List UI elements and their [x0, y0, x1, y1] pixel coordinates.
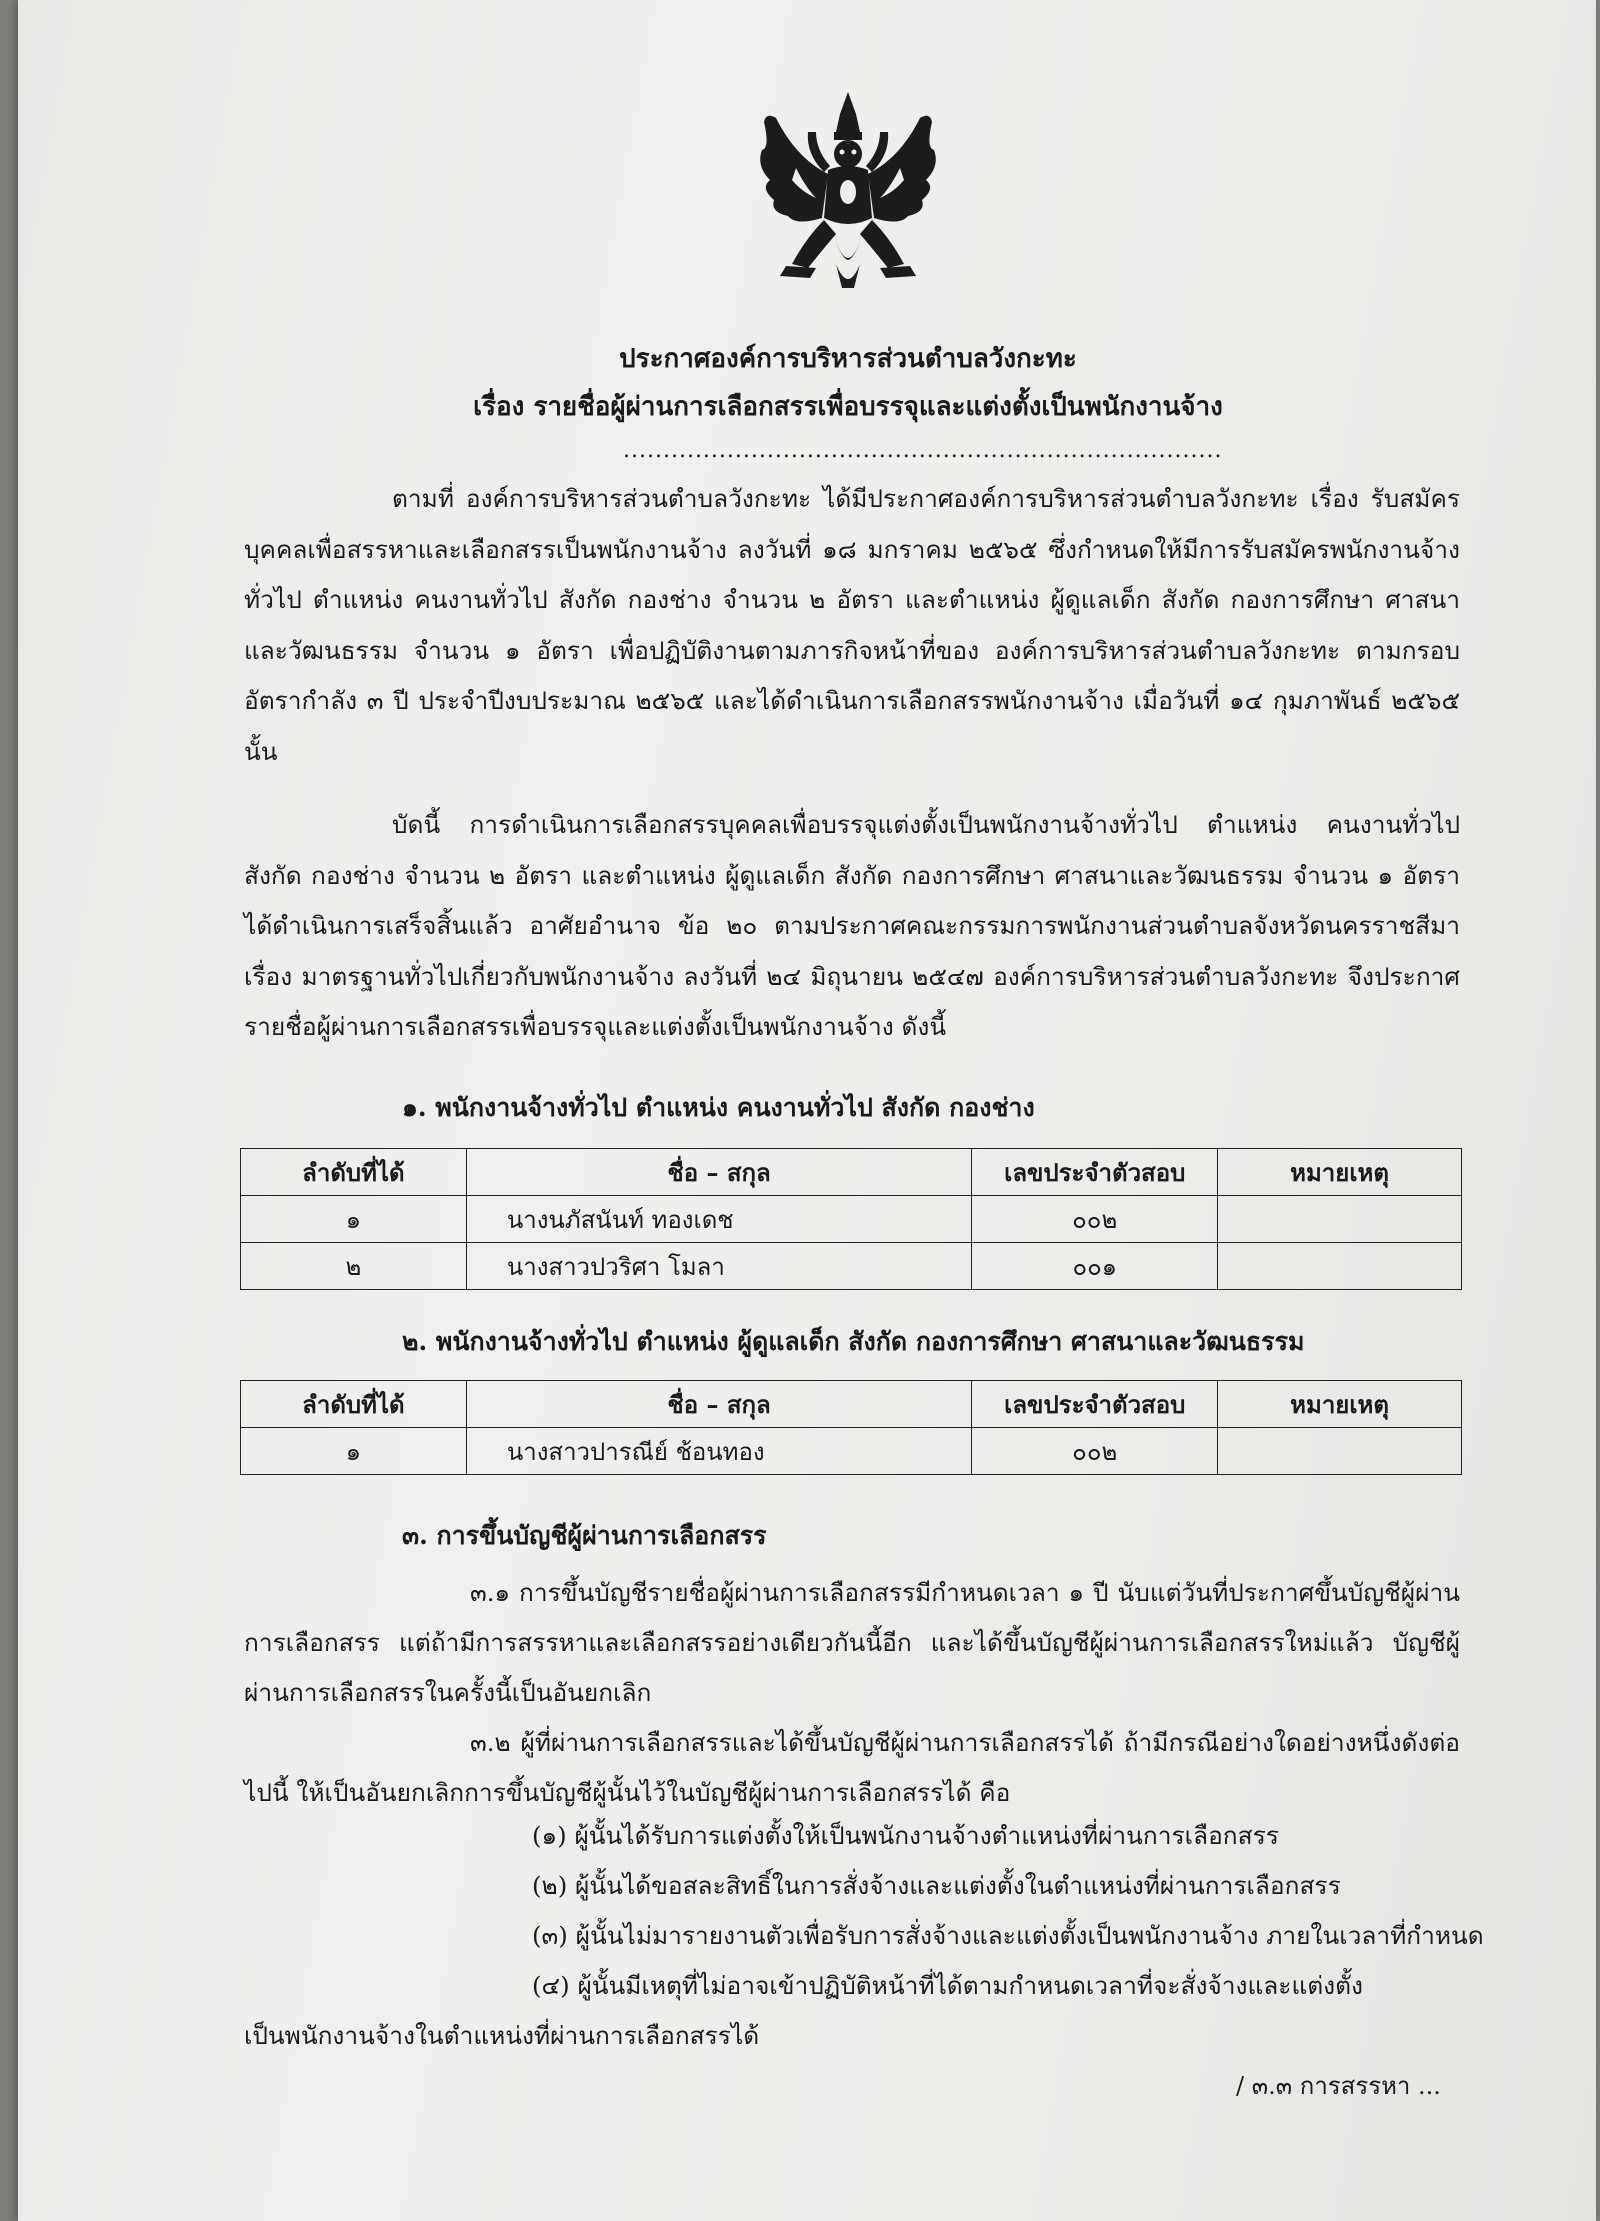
clause-3-1 [244, 1568, 1460, 1718]
note-cell [1218, 1428, 1462, 1475]
table-row [241, 1428, 1462, 1475]
column-header: ลำดับที่ได้ [241, 1149, 467, 1196]
document-page [18, 0, 1596, 2221]
list-item: (๓) ผู้นั้นไม่มารายงานตัวเพื่อรับการสั่งจ้างและแต่งตั้งเป็นพนักงานจ้าง ภายในเวลาที่กำหนด [532, 1921, 1484, 1950]
section2-table [240, 1380, 1462, 1475]
name-cell: นางสาวปารณีย์ ช้อนทอง [466, 1428, 972, 1475]
column-header: ชื่อ – สกุล [466, 1381, 972, 1428]
list-item: (๑) ผู้นั้นได้รับการแต่งตั้งให้เป็นพนักงานจ้างตำแหน่งที่ผ่านการเลือกสรร [532, 1821, 1279, 1850]
rank-cell: ๑ [241, 1196, 467, 1243]
paragraph-background [244, 474, 1460, 777]
name-cell: นางนภัสนันท์ ทองเดช [466, 1196, 972, 1243]
exam-number-cell: ๐๐๑ [972, 1243, 1218, 1290]
rank-cell: ๒ [241, 1243, 467, 1290]
column-header: เลขประจำตัวสอบ [972, 1149, 1218, 1196]
rank-cell: ๑ [241, 1428, 467, 1475]
announcement-title: ประกาศองค์การบริหารส่วนตำบลวังกะทะ [619, 344, 1077, 374]
column-header: ลำดับที่ได้ [241, 1381, 467, 1428]
note-cell [1218, 1243, 1462, 1290]
column-header: ชื่อ – สกุล [466, 1149, 972, 1196]
table-row [241, 1196, 1462, 1243]
garuda-emblem-icon [736, 88, 960, 298]
announcement-subject: เรื่อง รายชื่อผู้ผ่านการเลือกสรรเพื่อบรรจุและแต่งตั้งเป็นพนักงานจ้าง [473, 392, 1223, 422]
clause-3-2 [244, 1718, 1460, 1818]
column-header: เลขประจำตัวสอบ [972, 1381, 1218, 1428]
paragraph-announcement [244, 800, 1460, 1053]
list-item-continuation: เป็นพนักงานจ้างในตำแหน่งที่ผ่านการเลือกสรรได้ [244, 2021, 760, 2050]
clause-3-1-text: ๓.๑ การขึ้นบัญชีรายชื่อผู้ผ่านการเลือกสรรมีกำหนดเวลา ๑ ปี นับแต่วันที่ประกาศขึ้นบัญชีผู้ผ่านการเลือกสรร แต่ถ้ามีการสรรหาและเลือกสรรอย่างเดียวกันนี้อีก และได้ขึ้นบัญชีผู้ผ่านการเลือกสรรใหม่แล้ว บัญชีผู้ผ่านการเลือกสรรในครั้งนี้เป็นอันยกเลิก [244, 1578, 1460, 1707]
section2-heading: ๒. พนักงานจ้างทั่วไป ตำแหน่ง ผู้ดูแลเด็ก สังกัด กองการศึกษา ศาสนาและวัฒนธรรม [402, 1327, 1305, 1356]
table-row [241, 1243, 1462, 1290]
table-header-row [241, 1149, 1462, 1196]
name-cell: นางสาวปวริศา โมลา [466, 1243, 972, 1290]
clause-3-2-text: ๓.๒ ผู้ที่ผ่านการเลือกสรรและได้ขึ้นบัญชีผู้ผ่านการเลือกสรรได้ ถ้ามีกรณีอย่างใดอย่างหนึ่งดังต่อไปนี้ ให้เป็นอันยกเลิกการขึ้นบัญชีผู้นั้นไว้ในบัญชีผู้ผ่านการเลือกสรรได้ คือ [244, 1728, 1460, 1807]
list-item: (๔) ผู้นั้นมีเหตุที่ไม่อาจเข้าปฏิบัติหน้าที่ได้ตามกำหนดเวลาที่จะสั่งจ้างและแต่งตั้ง [532, 1971, 1363, 2000]
table-header-row [241, 1381, 1462, 1428]
section1-table [240, 1148, 1462, 1290]
note-cell [1218, 1196, 1462, 1243]
section3-heading: ๓. การขึ้นบัญชีผู้ผ่านการเลือกสรร [402, 1521, 767, 1550]
exam-number-cell: ๐๐๒ [972, 1428, 1218, 1475]
title-separator: ........................................................................... [623, 438, 1223, 463]
list-item: (๒) ผู้นั้นได้ขอสละสิทธิ์ในการสั่งจ้างและแต่งตั้งในตำแหน่งที่ผ่านการเลือกสรร [532, 1871, 1341, 1900]
column-header: หมายเหตุ [1218, 1149, 1462, 1196]
column-header: หมายเหตุ [1218, 1381, 1462, 1428]
exam-number-cell: ๐๐๒ [972, 1196, 1218, 1243]
next-page-marker: / ๓.๓ การสรรหา ... [1236, 2072, 1441, 2100]
paragraph-background-text: ตามที่ องค์การบริหารส่วนตำบลวังกะทะ ได้มีประกาศองค์การบริหารส่วนตำบลวังกะทะ เรื่อง รับสมัครบุคคลเพื่อสรรหาและเลือกสรรเป็นพนักงานจ้าง ลงวันที่ ๑๘ มกราคม ๒๕๖๕ ซึ่งกำหนดให้มีการรับสมัครพนักงานจ้างทั่วไป ตำแหน่ง คนงานทั่วไป สังกัด กองช่าง จำนวน ๒ อัตรา และตำแหน่ง ผู้ดูแลเด็ก สังกัด กองการศึกษา ศาสนาและวัฒนธรรม จำนวน ๑ อัตรา เพื่อปฏิบัติงานตามภารกิจหน้าที่ของ องค์การบริหารส่วนตำบลวังกะทะ ตามกรอบอัตรากำลัง ๓ ปี ประจำปีงบประมาณ ๒๕๖๕ และได้ดำเนินการเลือกสรรพนักงานจ้าง เมื่อวันที่ ๑๔ กุมภาพันธ์ ๒๕๖๕ นั้น [244, 484, 1460, 766]
paragraph-announcement-text: บัดนี้ การดำเนินการเลือกสรรบุคคลเพื่อบรรจุแต่งตั้งเป็นพนักงานจ้างทั่วไป ตำแหน่ง คนงานทั่วไป สังกัด กองช่าง จำนวน ๒ อัตรา และตำแหน่ง ผู้ดูแลเด็ก สังกัด กองการศึกษา ศาสนาและวัฒนธรรม จำนวน ๑ อัตรา ได้ดำเนินการเสร็จสิ้นแล้ว อาศัยอำนาจ ข้อ ๒๐ ตามประกาศคณะกรรมการพนักงานส่วนตำบลจังหวัดนครราชสีมา เรื่อง มาตรฐานทั่วไปเกี่ยวกับพนักงานจ้าง ลงวันที่ ๒๔ มิถุนายน ๒๕๔๗ องค์การบริหารส่วนตำบลวังกะทะ จึงประกาศรายชื่อผู้ผ่านการเลือกสรรเพื่อบรรจุและแต่งตั้งเป็นพนักงานจ้าง ดังนี้ [244, 810, 1460, 1041]
section1-heading: ๑. พนักงานจ้างทั่วไป ตำแหน่ง คนงานทั่วไป สังกัด กองช่าง [402, 1093, 1035, 1122]
